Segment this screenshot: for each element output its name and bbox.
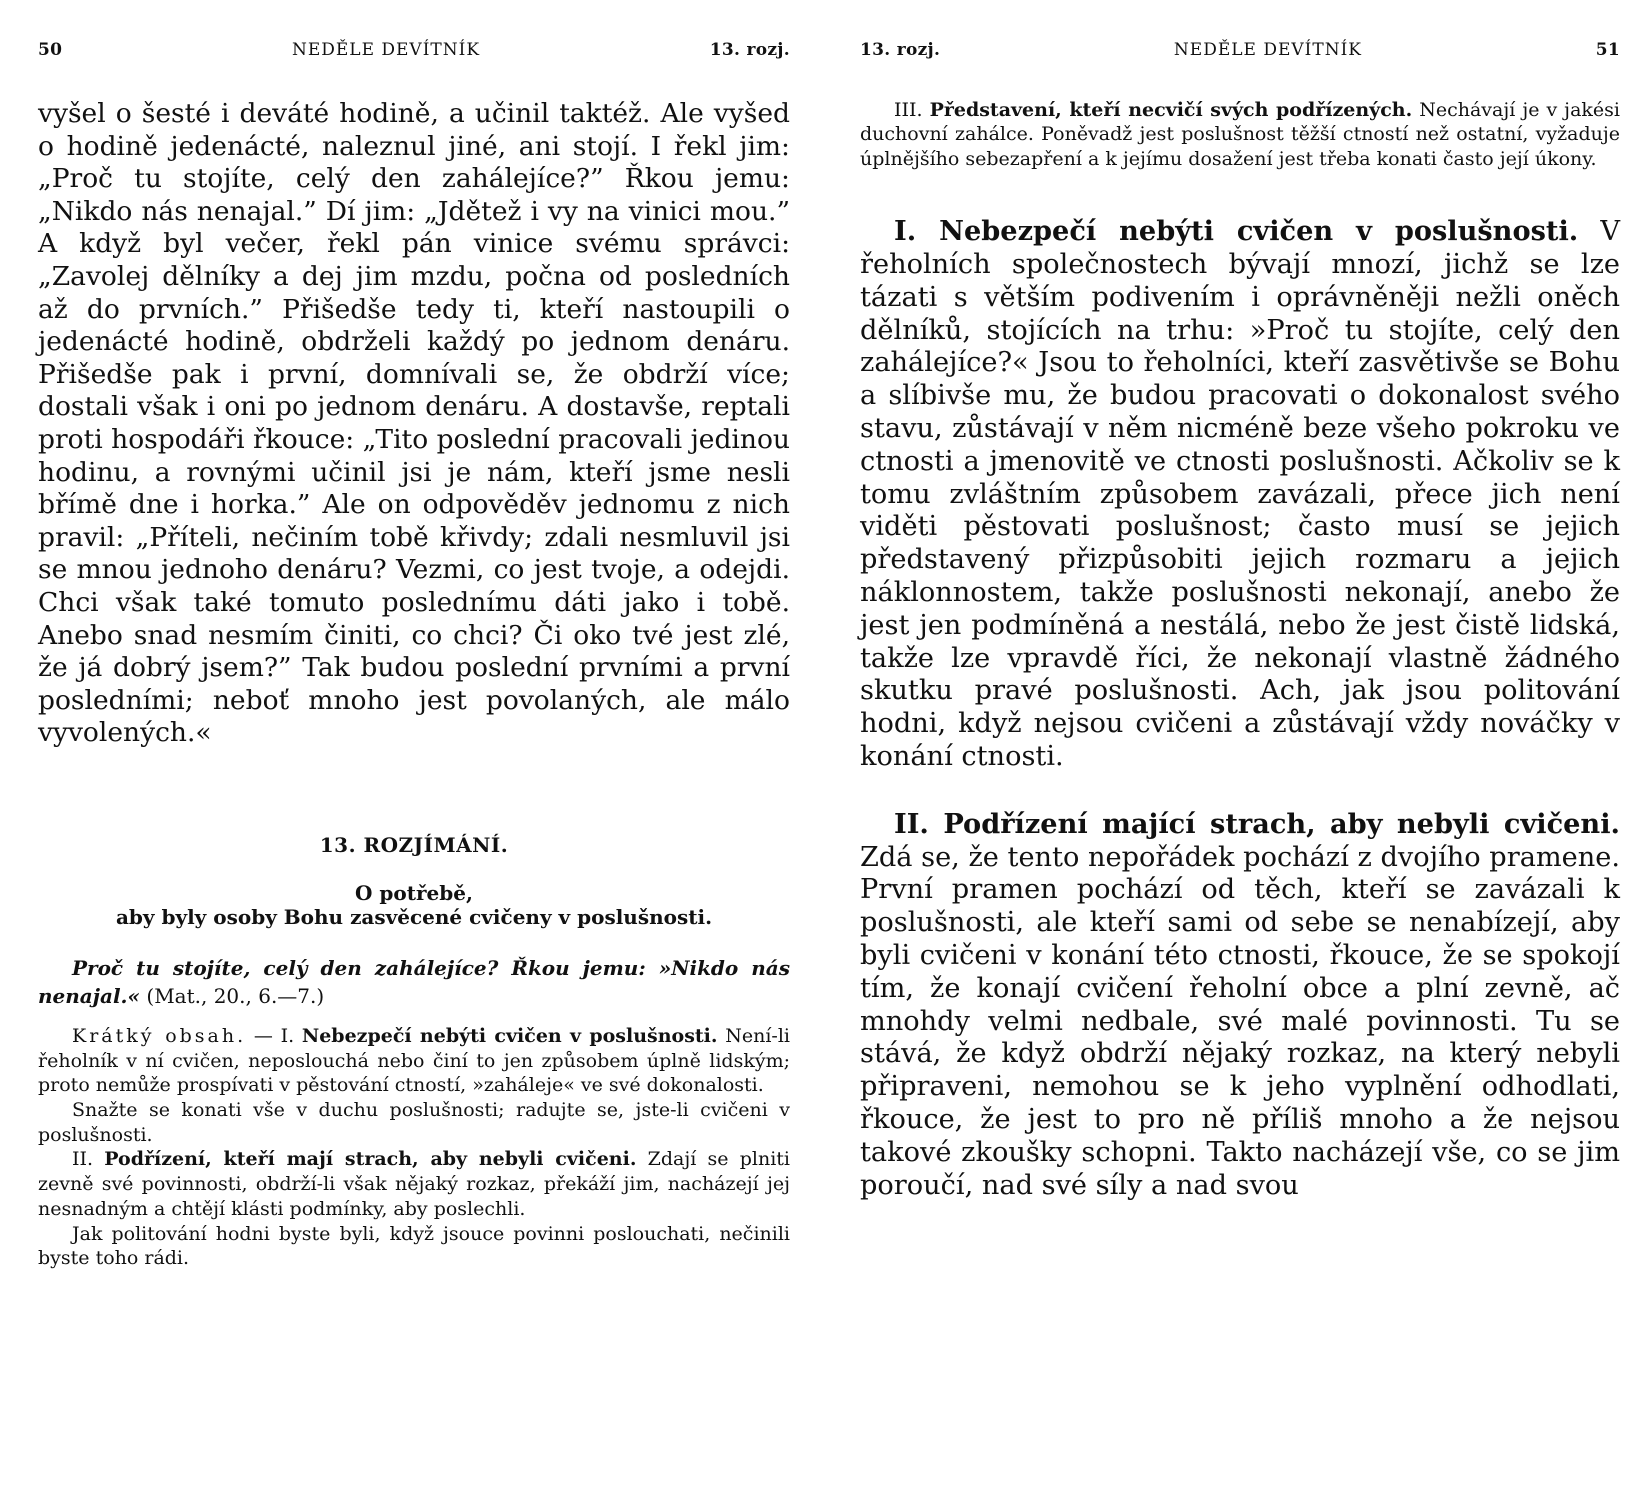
section1-text: V řeholních společnostech bývají mnozí, jichž se lze tázati s větším podivením i oprávněněji nežli oněch dělníků, stojících na trhu: »Proč tu stojíte, celý den zahálejíce?« Jsou to řeholníci, kteří zasvětivše se Bohu a slíbivše mu, že budou pracovati o dokonalost svého stavu, zůstávají v něm nicméně beze všeho pokroku ve ctnosti a jmenovitě ve ctnosti poslušnosti. Ačkoliv se k tomu zvláštním způsobem zavázali, přece jich není viděti pěstovati poslušnost; často musí se jejich představený přizpůsobiti jejich rozmaru a jejich náklonnostem, takže poslušnosti nekonají, anebo že jest jen podmíněná a nestálá, nebo že jest čistě lidská, takže lze vpravdě říci, že nekonají vlastně žádného skutku pravé poslušnosti. Ach, jak jsou politování hodni, když nejsou cvičeni a zůstávají vždy nováčky v konání ctnosti. (860, 216, 1621, 772)
section1 (860, 215, 1620, 774)
subtitle-line2: aby byly osoby Bohu zasvěcené cvičeny v poslušnosti. (115, 904, 713, 929)
section2-head: II. Podřízení mající strach, aby nebyli cvičeni. (894, 807, 1620, 840)
summary-label: Krátký obsah. (72, 1024, 247, 1047)
chapter-heading: 13. ROZJÍMÁNÍ. (319, 832, 509, 857)
motto-ref: (Mat., 20., 6.—7.) (140, 983, 325, 1008)
left-chapter-ref: 13. rozj. (709, 40, 790, 60)
summary-point2-text: Zdají se plniti zevně své povinnosti, obdrží-li však nějaký rozkaz, překáží jim, nacházejí jej nesnadným a chtějí klásti podmínky, aby poslechli. (38, 1148, 790, 1220)
section2 (860, 808, 1620, 1203)
summary-point1 (38, 1024, 790, 1098)
summary-point3-text: Nechávají je v jakési duchovní zahálce. Poněvadž jest poslušnost těžší ctností než ostatní, vyžaduje úplnějšího sebezapření a k jejímu dosažení jest třeba konati často její úkony. (860, 99, 1620, 170)
gospel-text: vyšel o šesté i deváté hodině, a učinil taktéž. Ale vyšed o hodině jedenácté, naleznul jiné, ani stojí. I řekl jim: „Proč tu stojíte, celý den zahálejíce?” Řkou jemu: „Nikdo nás nenajal.” Dí jim: „Jdětež i vy na vinici mou.” A když byl večer, řekl pán vinice svému správci: „Zavolej dělníky a dej jim mzdu, počna od posledních až do prvních.” Přišedše tedy ti, kteří nastoupili o jedenácté hodině, obdrželi každý po jednom denáru. Přišedše pak i první, domnívali se, že obdrží více; dostali však i oni po jednom denáru. A dostavše, reptali proti hospodáři řkouce: „Tito poslední pracovali jedinou hodinu, a rovnými učinil jsi je nám, kteří jsme nesli břímě dne i horka.” Ale on odpověděv jednomu z nich pravil: „Příteli, nečiním tobě křivdy; zdali nesmluvil jsi se mnou jednoho denáru? Vezmi, co jest tvoje, a odejdi. Chci však také tomuto poslednímu dáti jako i tobě. Anebo snad nesmím činiti, co chci? Či oko tvé jest zlé, že já dobrý jsem?” Tak budou poslední prvními a první posledními; neboť mnoho jest povolaných, ale málo vyvolených.« (38, 98, 790, 749)
left-running-head (38, 40, 790, 70)
summary-point2 (38, 1147, 790, 1221)
right-page (825, 0, 1650, 1500)
section2-text: Zdá se, že tento nepořádek pochází z dvojího pramene. První pramen pochází od těch, kteří se zavázali k poslušnosti, ale kteří sami od sebe se nenabízejí, aby byli cvičeni v konání této ctnosti, řkouce, že se spokojí tím, že konají cvičení řeholní obce a plní zevně, ač mnohdy velmi nedbale, své malé povinnosti. Tu se stává, že když obdrží nějaký rozkaz, na který nebyli připraveni, nemohou se k jeho vyplnění odhodlati, řkouce, že jest to pro ně příliš mnoho a že nejsou takové zkoušky schopni. Takto nacházejí vše, co se jim poroučí, nad své síly a nad svou (860, 841, 1621, 1201)
motto (38, 954, 790, 1010)
right-running-title: NEDĚLE DEVÍTNÍK (1173, 40, 1363, 60)
right-running-head (860, 40, 1620, 70)
right-chapter-ref: 13. rozj. (860, 40, 941, 60)
section1-head: I. Nebezpečí nebýti cvičen v poslušnosti. (894, 215, 1579, 248)
summary-sep: — I. (246, 1024, 302, 1047)
subtitle-line1: O potřebě, (355, 880, 473, 905)
summary-point2-num: II. (72, 1148, 105, 1171)
left-page-number: 50 (38, 40, 63, 60)
summary-point2-head: Podřízení, kteří mají strach, aby nebyli cvičeni. (104, 1148, 637, 1171)
summary-point1-head: Nebezpečí nebýti cvičen v poslušnosti. (301, 1024, 718, 1047)
motto-text: Proč tu stojíte, celý den zahálejíce? Řkou jemu: »Nikdo nás nenajal.« (38, 955, 790, 1008)
left-running-title: NEDĚLE DEVÍTNÍK (291, 40, 481, 60)
right-page-number: 51 (1595, 40, 1620, 60)
summary-point3-num: III. (894, 99, 930, 121)
summary-point1-text: Není-li řeholník v ní cvičen, neposlouchá nebo činí to jen způsobem úplně lidským; proto nemůže prospívati v pěstování ctností, »zaháleje« ve své dokonalosti. (38, 1024, 790, 1097)
summary-point3-head: Představení, kteří necvičí svých podřízených. (929, 99, 1413, 121)
summary-point2-para2: Jak politování hodni byste byli, když jsouce povinni poslouchati, nečinili byste toho rádi. (38, 1222, 790, 1270)
summary-point3 (860, 98, 1620, 171)
summary-point1-para2: Snažte se konati vše v duchu poslušnosti; radujte se, jste-li cvičeni v poslušnosti. (38, 1098, 790, 1146)
